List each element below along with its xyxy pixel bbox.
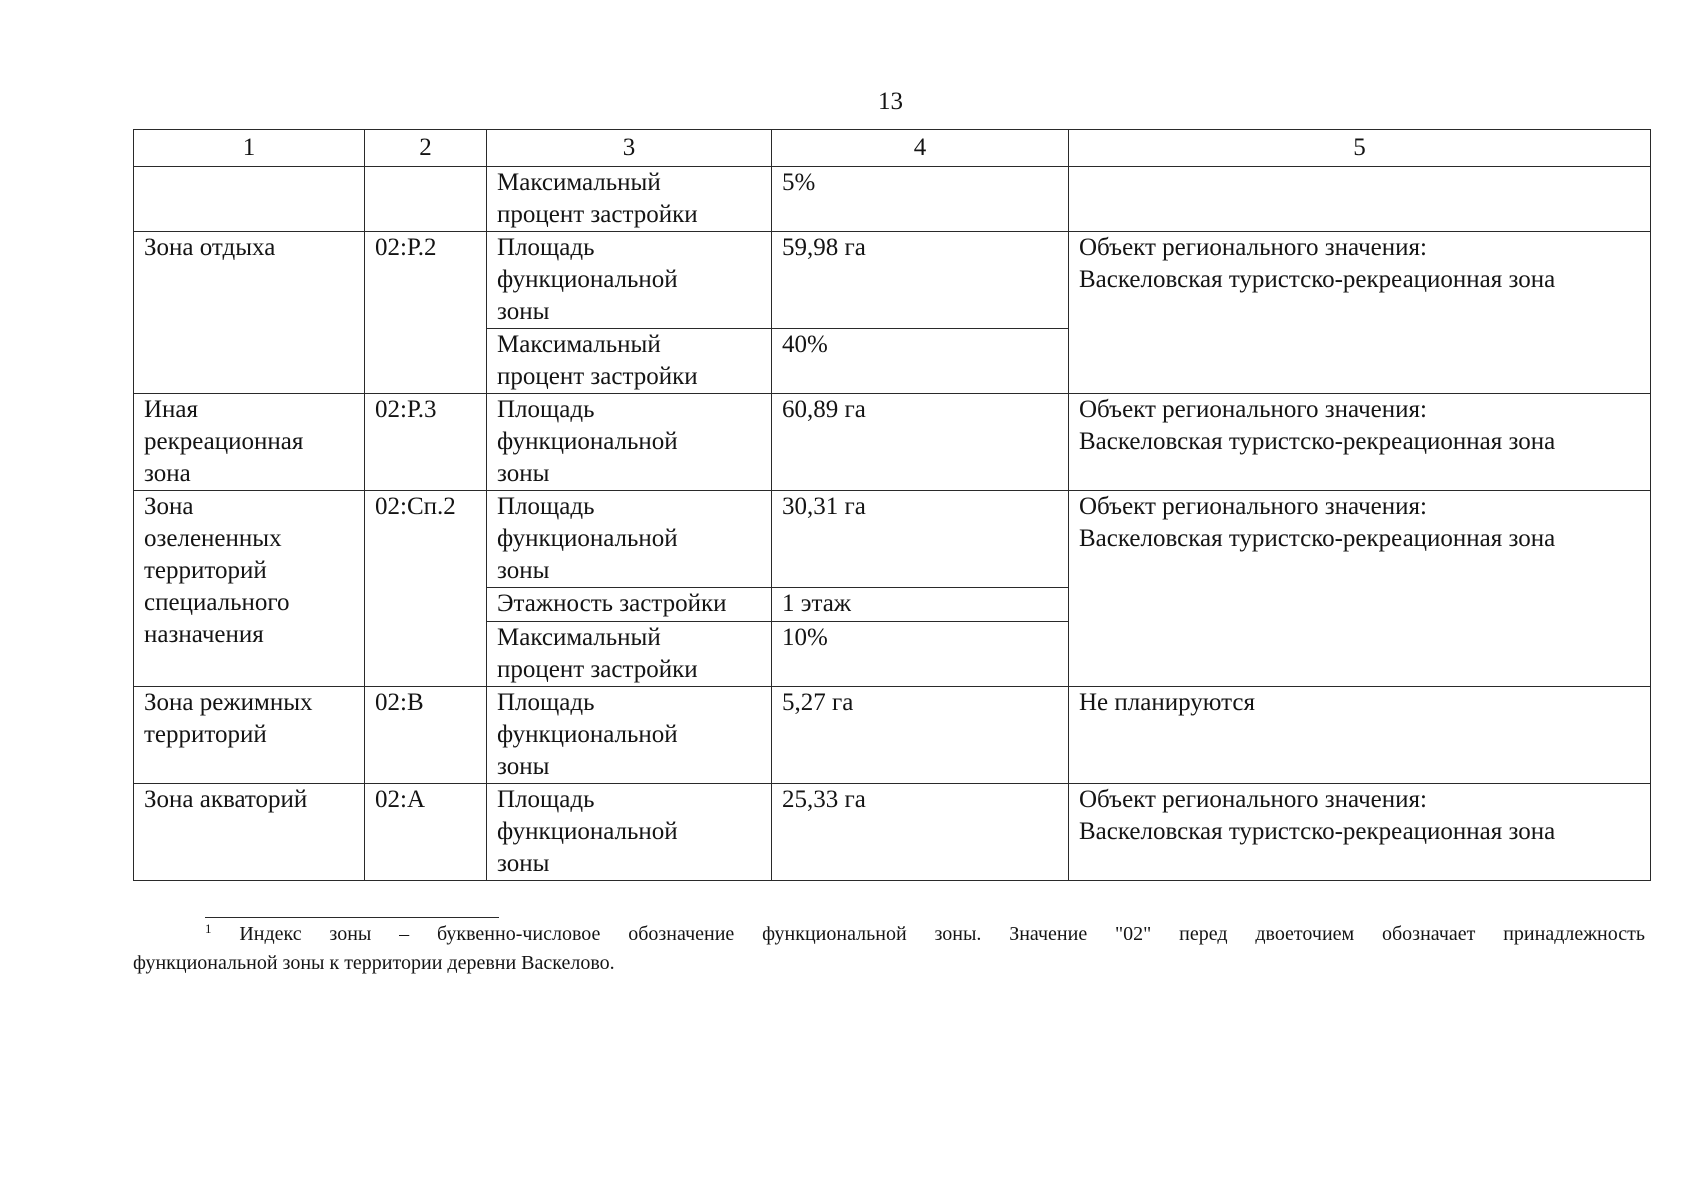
significance-cell: Объект регионального значения: Васкеловская туристско-рекреационная зона	[1069, 491, 1651, 687]
significance-cell: Не планируются	[1069, 687, 1651, 784]
parameter-name-cell: Максимальный процент застройки	[487, 622, 772, 687]
significance-cell: Объект регионального значения: Васкеловская туристско-рекреационная зона	[1069, 784, 1651, 881]
page-number: 13	[878, 88, 903, 115]
significance-cell	[1069, 167, 1651, 232]
parameter-value-cell: 30,31 га	[772, 491, 1069, 588]
parameter-value-cell: 5,27 га	[772, 687, 1069, 784]
column-number: 4	[772, 130, 1069, 167]
parameter-name-cell: Максимальный процент застройки	[487, 167, 772, 232]
zone-index-cell: 02:Р.3	[365, 394, 487, 491]
significance-cell: Объект регионального значения: Васкеловская туристско-рекреационная зона	[1069, 232, 1651, 394]
parameter-value-cell: 25,33 га	[772, 784, 1069, 881]
column-number: 1	[134, 130, 365, 167]
zone-name-cell: Зона озелененных территорий специального назначения	[134, 491, 365, 687]
zones-table-body	[134, 130, 1651, 881]
footnote-marker: 1	[205, 921, 212, 936]
column-number: 2	[365, 130, 487, 167]
parameter-name-cell: Площадь функциональной зоны	[487, 394, 772, 491]
zone-name-cell	[134, 167, 365, 232]
zone-name-cell: Иная рекреационная зона	[134, 394, 365, 491]
footnote	[133, 920, 1645, 978]
zone-index-cell: 02:А	[365, 784, 487, 881]
parameter-name-cell: Этажность застройки	[487, 588, 772, 622]
table-row	[134, 232, 1651, 329]
parameter-value-cell: 1 этаж	[772, 588, 1069, 622]
table-row	[134, 784, 1651, 881]
column-number-row	[134, 130, 1651, 167]
column-number: 5	[1069, 130, 1651, 167]
zone-name-cell: Зона режимных территорий	[134, 687, 365, 784]
significance-cell: Объект регионального значения: Васкеловская туристско-рекреационная зона	[1069, 394, 1651, 491]
table-row	[134, 394, 1651, 491]
parameter-name-cell: Площадь функциональной зоны	[487, 491, 772, 588]
zone-name-cell: Зона акваторий	[134, 784, 365, 881]
table-row	[134, 167, 1651, 232]
column-number: 3	[487, 130, 772, 167]
table-row	[134, 491, 1651, 588]
zone-index-cell	[365, 167, 487, 232]
zones-table	[133, 129, 1651, 881]
zone-name-cell: Зона отдыха	[134, 232, 365, 394]
table-row	[134, 687, 1651, 784]
footnote-line-1	[133, 920, 1645, 949]
parameter-name-cell: Площадь функциональной зоны	[487, 232, 772, 329]
parameter-value-cell: 40%	[772, 329, 1069, 394]
zone-index-cell: 02:В	[365, 687, 487, 784]
footnote-line-2: функциональной зоны к территории деревни Васкелово.	[133, 952, 615, 974]
parameter-value-cell: 59,98 га	[772, 232, 1069, 329]
zone-index-cell: 02:Сп.2	[365, 491, 487, 687]
parameter-name-cell: Площадь функциональной зоны	[487, 687, 772, 784]
parameter-value-cell: 10%	[772, 622, 1069, 687]
footnote-text: Индекс зоны – буквенно-числовое обозначение функциональной зоны. Значение "02" перед двоеточием обозначает принадлежность	[239, 923, 1645, 945]
parameter-value-cell: 60,89 га	[772, 394, 1069, 491]
footnote-separator	[205, 917, 499, 918]
zone-index-cell: 02:Р.2	[365, 232, 487, 394]
parameter-name-cell: Площадь функциональной зоны	[487, 784, 772, 881]
parameter-name-cell: Максимальный процент застройки	[487, 329, 772, 394]
parameter-value-cell: 5%	[772, 167, 1069, 232]
